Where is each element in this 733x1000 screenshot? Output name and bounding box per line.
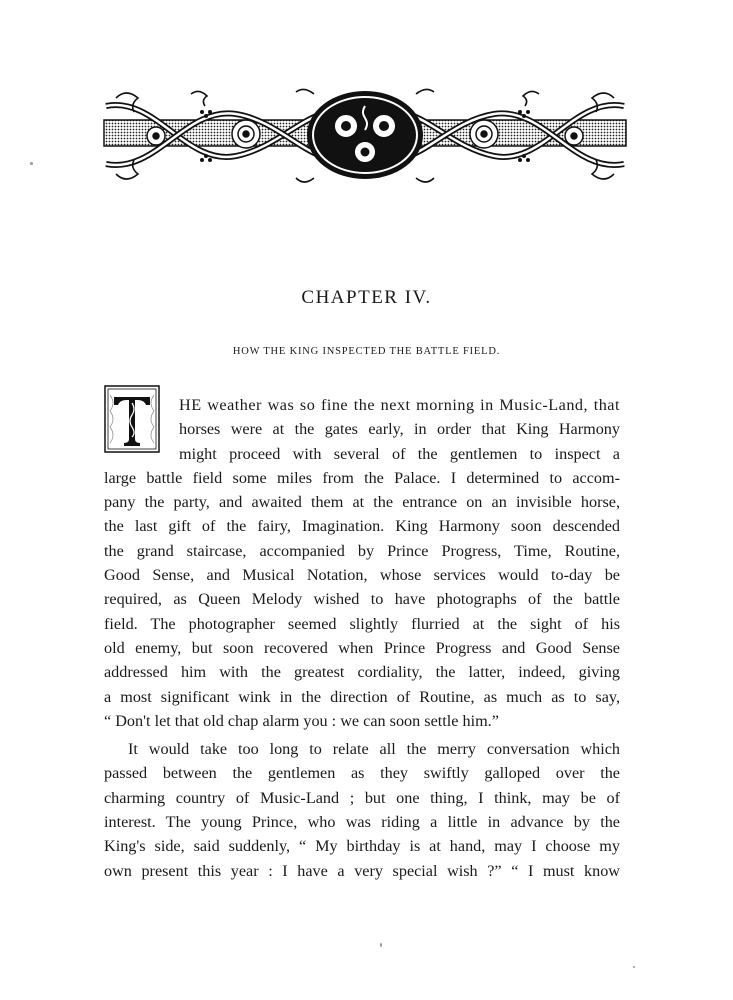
text-line: Good Sense, and Musical Notation, whose services would to-day be [104, 566, 620, 585]
text-line: horses were at the gates early, in order that King Harmony [179, 420, 620, 439]
text-line: HE weather was so fine the next morning in Music-Land, that [179, 396, 620, 414]
text-line: own present this year : I have a very special wish ?” “ I must know [104, 861, 620, 880]
text-line: King's side, said suddenly, “ My birthday is at hand, may I choose my [104, 837, 620, 856]
text-line: a most significant wink in the direction of Routine, as much as to say, [104, 687, 620, 706]
text-line: charming country of Music-Land ; but one thing, I think, may be of [104, 788, 620, 807]
text-line: “ Don't let that old chap alarm you : we can soon settle him.” [104, 711, 499, 730]
text-line: might proceed with several of the gentlemen to inspect a [179, 444, 620, 463]
body-text [104, 393, 620, 883]
text-line: passed between the gentlemen as they swiftly galloped over the [104, 764, 620, 783]
text-line: pany the party, and awaited them at the entrance on an invisible horse, [104, 493, 620, 512]
chapter-title: CHAPTER IV. [301, 287, 432, 308]
text-line: old enemy, but soon recovered when Prince Progress and Good Sense [104, 638, 620, 657]
text-line: the grand staircase, accompanied by Prince Progress, Time, Routine, [104, 541, 620, 560]
text-line: large battle field some miles from the Palace. I determined to accom- [104, 468, 620, 487]
text-line: required, as Queen Melody wished to have photographs of the battle [104, 590, 620, 609]
text-line: interest. The young Prince, who was riding a little in advance by the [104, 813, 620, 832]
text-line: the last gift of the fairy, Imagination. King Harmony soon descended [104, 517, 620, 536]
text-line: addressed him with the greatest cordiality, the latter, indeed, giving [104, 663, 620, 682]
paper-speck [380, 943, 382, 947]
chapter-subtitle: HOW THE KING INSPECTED THE BATTLE FIELD. [232, 346, 501, 357]
paper-speck [30, 162, 33, 165]
text-line: field. The photographer seemed slightly flurried at the sight of his [104, 614, 620, 633]
paper-speck [633, 966, 635, 968]
text-line: It would take too long to relate all the merry conversation which [128, 740, 620, 759]
ornamental-headpiece [96, 86, 634, 188]
